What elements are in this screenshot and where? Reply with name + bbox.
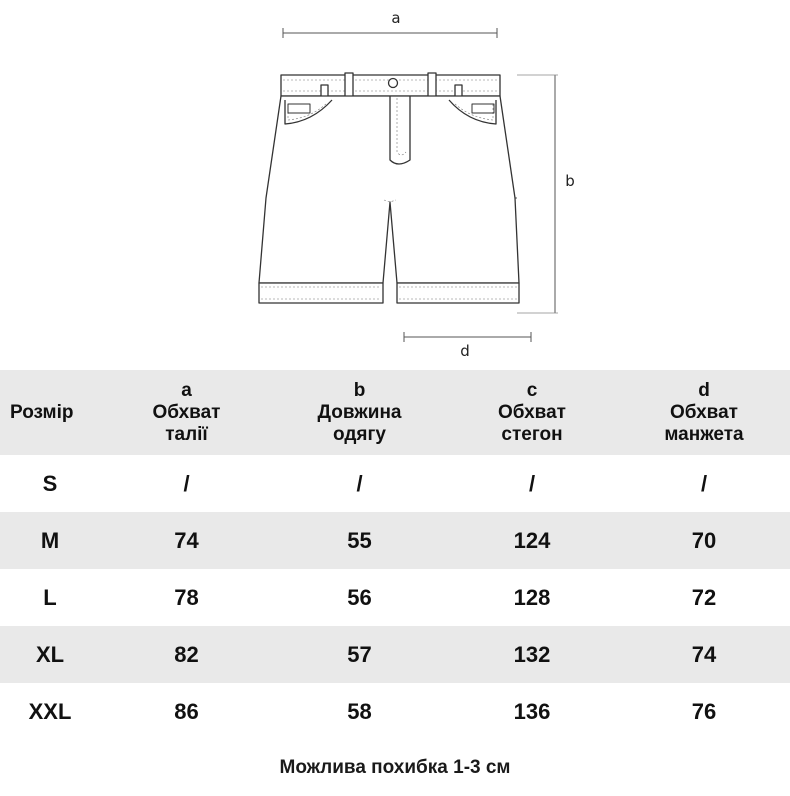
value-cell-d: / [700, 470, 708, 496]
value-cell-a: / [183, 470, 190, 496]
column-letter: d [698, 379, 710, 401]
table-row [0, 569, 790, 626]
value-cell-a: 78 [174, 584, 199, 610]
column-title-line1: Обхват [498, 401, 566, 423]
value-cell-b: 57 [347, 641, 372, 667]
dimension-d-label: d [460, 342, 470, 360]
value-cell-b: / [356, 470, 363, 496]
value-cell-b: 55 [347, 527, 372, 553]
value-cell-d: 72 [691, 584, 717, 610]
shorts-diagram [0, 0, 790, 360]
column-header-a [100, 370, 273, 455]
column-title-line2: манжета [664, 423, 744, 445]
value-cell-c: 132 [513, 641, 551, 667]
value-cell-a: 74 [174, 527, 199, 553]
column-header-d [618, 370, 790, 455]
value-cell-d: 76 [691, 698, 717, 724]
column-title-line2: талії [165, 423, 208, 445]
value-cell-c: 128 [513, 584, 551, 610]
table-row [0, 455, 790, 512]
column-letter: b [353, 379, 366, 401]
value-cell-c: / [528, 470, 536, 496]
shorts-outline [259, 73, 519, 303]
size-table [0, 370, 790, 740]
column-title-line1: Довжина [317, 401, 402, 423]
column-title-line2: одягу [333, 423, 386, 445]
column-title-line1: Обхват [670, 401, 738, 423]
dimension-b [517, 75, 575, 313]
value-cell-b: 56 [347, 584, 372, 610]
column-letter: c [526, 379, 538, 401]
value-cell-d: 70 [691, 527, 717, 553]
value-cell-c: 124 [513, 527, 551, 553]
size-cell: M [40, 527, 60, 553]
column-header-b [273, 370, 446, 455]
dimension-a-label: a [391, 9, 401, 27]
column-title-line1: Обхват [152, 401, 221, 423]
dimension-d [404, 332, 531, 360]
value-cell-b: 58 [347, 698, 372, 724]
dimension-b-label: b [565, 172, 575, 190]
value-cell-d: 74 [691, 641, 717, 667]
column-header-c [446, 370, 618, 455]
table-row [0, 626, 790, 683]
value-cell-c: 136 [513, 698, 551, 724]
column-letter: a [181, 379, 192, 401]
size-cell: XL [35, 641, 65, 667]
size-column-header: Розмір [10, 401, 74, 423]
value-cell-a: 86 [174, 698, 199, 724]
footer-note: Можлива похибка 1-3 см [279, 757, 511, 778]
value-cell-a: 82 [174, 641, 199, 667]
column-title-line2: стегон [501, 423, 563, 445]
table-header-row [0, 370, 790, 455]
dimension-a [283, 9, 497, 38]
size-cell: L [43, 584, 57, 610]
size-cell: XXL [28, 698, 72, 724]
table-row [0, 683, 790, 740]
size-cell: S [42, 470, 58, 496]
table-row [0, 512, 790, 569]
